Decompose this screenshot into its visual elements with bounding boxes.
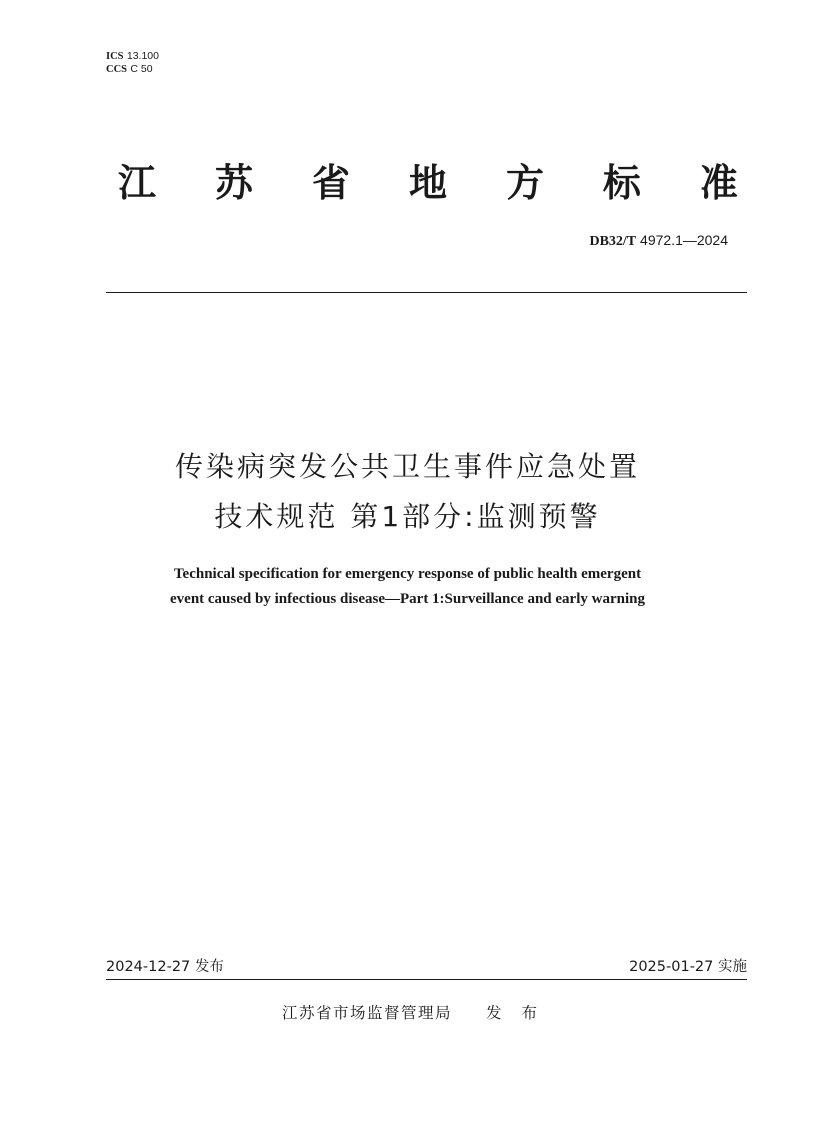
implementation-date: 2025-01-27 实施 [629,959,747,975]
issuer-action: 发布 [486,1004,558,1022]
ccs-value: C 50 [130,63,153,75]
title-cn-line-1: 传染病突发公共卫生事件应急处置 [174,450,640,483]
heading-char: 标 [602,161,641,205]
date-row [106,957,747,977]
issuer [282,1002,557,1024]
standard-category-heading [118,158,738,208]
header-divider [106,292,747,293]
classification-codes [106,50,159,76]
ics-code [106,50,159,63]
footer-divider [106,979,747,980]
ccs-code [106,63,159,76]
heading-char: 江 [118,161,157,205]
title-en-line-1: Technical specification for emergency response of public health emergent [173,566,642,582]
standard-number-code: 4972.1—2024 [636,232,728,248]
heading-char: 地 [408,161,447,205]
issue-date: 2024-12-27 发布 [106,959,224,975]
standard-number [589,232,728,250]
title-en-line-2: event caused by infectious disease—Part 1:Surveillance and early warning [170,591,645,607]
heading-char: 苏 [214,161,253,205]
title-cn-line-2: 技术规范 第1部分:监测预警 [214,500,601,533]
heading-char: 准 [699,161,738,205]
ccs-label: CCS [106,64,128,75]
ics-value: 13.100 [126,50,159,62]
standard-number-prefix: DB32/T [589,234,637,249]
ics-label: ICS [106,51,124,62]
heading-char: 方 [505,161,544,205]
issuer-name: 江苏省市场监督管理局 [282,1004,453,1022]
heading-char: 省 [311,161,350,205]
